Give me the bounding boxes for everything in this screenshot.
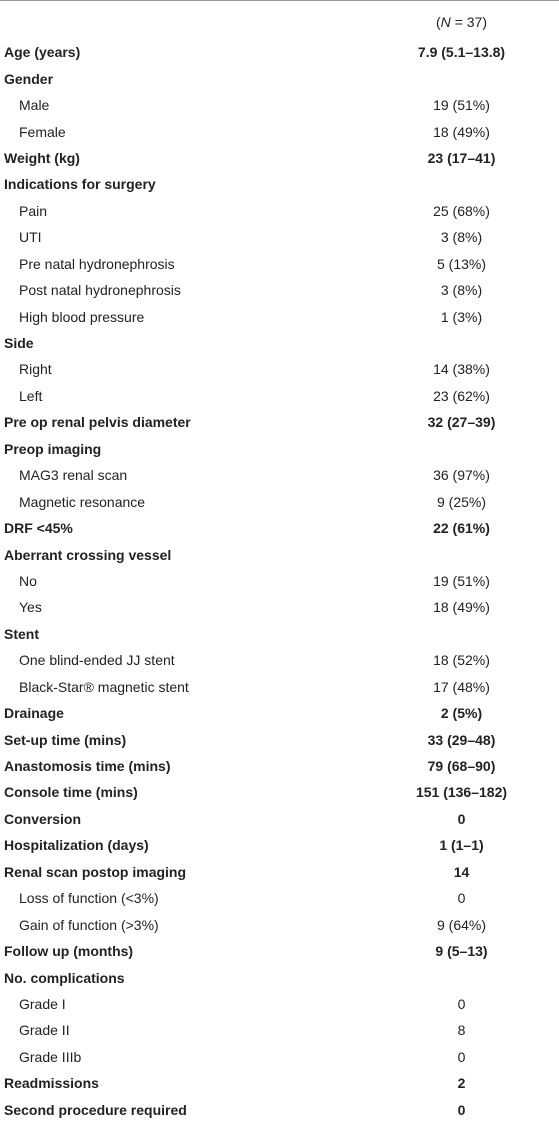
table-row	[0, 964, 559, 990]
row-label: Hospitalization (days)	[4, 837, 149, 854]
row-value: 18 (49%)	[433, 599, 490, 616]
row-value: 14	[453, 863, 470, 880]
row-value: 32 (27–39)	[427, 414, 496, 431]
row-label: Gender	[4, 70, 54, 87]
table-row	[0, 251, 559, 277]
row-value: 0	[457, 890, 466, 907]
row-value	[364, 621, 559, 647]
table-row	[0, 303, 559, 329]
table-row	[0, 753, 559, 779]
row-value: 19 (51%)	[433, 97, 490, 114]
row-label: High blood pressure	[19, 308, 145, 325]
table-row	[0, 198, 559, 224]
header-n-value: = 37	[454, 14, 483, 30]
row-value: 9 (25%)	[436, 493, 487, 510]
row-value: 9 (5–13)	[435, 943, 488, 960]
table-row	[0, 1044, 559, 1070]
table-row	[0, 65, 559, 91]
row-value: 2	[457, 1075, 466, 1092]
row-value: 17 (48%)	[433, 678, 490, 695]
table-row	[0, 118, 559, 144]
row-label: Renal scan postop imaging	[4, 863, 187, 880]
table-body	[0, 1, 559, 1123]
row-value: 1 (1–1)	[439, 837, 484, 854]
row-label: Weight (kg)	[4, 149, 80, 166]
row-label: No	[19, 572, 37, 589]
table-row	[0, 779, 559, 805]
row-label: Pre op renal pelvis diameter	[4, 414, 191, 431]
header-label-cell	[0, 1, 364, 40]
row-label: Conversion	[4, 810, 82, 827]
table-row	[0, 991, 559, 1017]
table-row	[0, 1070, 559, 1096]
table-row	[0, 806, 559, 832]
row-value: 8	[457, 1022, 466, 1039]
row-value: 0	[457, 1048, 466, 1065]
row-value: 18 (52%)	[433, 652, 490, 669]
table-header-row	[0, 1, 559, 40]
row-label: Yes	[19, 599, 42, 616]
row-value: 25 (68%)	[433, 202, 490, 219]
table-row	[0, 92, 559, 118]
row-label: Drainage	[4, 705, 64, 722]
table-row	[0, 356, 559, 382]
row-value: 18 (49%)	[433, 123, 490, 140]
row-label: Indications for surgery	[4, 176, 156, 193]
row-label: Pain	[19, 202, 48, 219]
table-row	[0, 594, 559, 620]
header-n-cell: (N = 37)	[436, 14, 487, 30]
row-label: DRF <45%	[4, 520, 73, 537]
row-label: Pre natal hydronephrosis	[19, 255, 175, 272]
row-label: Console time (mins)	[4, 784, 138, 801]
row-label: Second procedure required	[4, 1101, 187, 1118]
row-label: Grade I	[19, 995, 66, 1012]
row-value: 23 (62%)	[433, 387, 490, 404]
row-label: Right	[19, 361, 52, 378]
row-value: 151 (136–182)	[415, 784, 508, 801]
row-label: Side	[4, 335, 34, 352]
row-value	[364, 436, 559, 462]
row-value: 14 (38%)	[433, 361, 490, 378]
row-label: Left	[19, 387, 43, 404]
table-row	[0, 409, 559, 435]
row-label: Stent	[4, 625, 39, 642]
row-value: 33 (29–48)	[427, 731, 496, 748]
row-value	[364, 171, 559, 197]
table-row	[0, 171, 559, 197]
header-n-symbol: N	[440, 14, 451, 30]
row-label: MAG3 renal scan	[19, 467, 128, 484]
row-label: Post natal hydronephrosis	[19, 282, 181, 299]
row-value: 3 (8%)	[440, 229, 483, 246]
row-value: 23 (17–41)	[427, 149, 496, 166]
row-label: Readmissions	[4, 1075, 99, 1092]
row-value	[364, 330, 559, 356]
row-value: 2 (5%)	[440, 705, 483, 722]
table-row	[0, 700, 559, 726]
row-value: 7.9 (5.1–13.8)	[417, 44, 506, 61]
table-row	[0, 277, 559, 303]
row-value: 22 (61%)	[433, 520, 490, 537]
table-row	[0, 1017, 559, 1043]
table-row	[0, 911, 559, 937]
row-value: 0	[457, 1101, 466, 1118]
row-label: Age (years)	[4, 44, 81, 61]
table-row	[0, 647, 559, 673]
row-label: Aberrant crossing vessel	[4, 546, 172, 563]
row-value: 36 (97%)	[433, 467, 490, 484]
row-value	[364, 541, 559, 567]
row-label: Female	[19, 123, 66, 140]
table-row	[0, 462, 559, 488]
row-value: 1 (3%)	[440, 308, 483, 325]
row-value: 5 (13%)	[436, 255, 487, 272]
row-label: Grade II	[19, 1022, 70, 1039]
table-row	[0, 832, 559, 858]
table-row	[0, 726, 559, 752]
row-label: UTI	[19, 229, 42, 246]
row-label: Follow up (months)	[4, 943, 134, 960]
row-label: Anastomosis time (mins)	[4, 758, 171, 775]
row-value: 9 (64%)	[436, 916, 487, 933]
table-row	[0, 383, 559, 409]
row-label: Grade IIIb	[19, 1048, 82, 1065]
row-label: No. complications	[4, 969, 125, 986]
row-label: Magnetic resonance	[19, 493, 146, 510]
table-row	[0, 541, 559, 567]
row-value	[364, 964, 559, 990]
table-row	[0, 488, 559, 514]
row-value: 19 (51%)	[433, 572, 490, 589]
row-label: Set-up time (mins)	[4, 731, 127, 748]
table-row	[0, 859, 559, 885]
table-row	[0, 1097, 559, 1123]
row-value: 0	[457, 995, 466, 1012]
table-row	[0, 568, 559, 594]
table-row	[0, 145, 559, 171]
table-row	[0, 938, 559, 964]
row-value: 79 (68–90)	[427, 758, 496, 775]
row-label: Black-Star® magnetic stent	[19, 678, 189, 695]
row-label: Gain of function (>3%)	[19, 916, 159, 933]
row-value: 0	[457, 810, 466, 827]
table-row	[0, 885, 559, 911]
row-label: Loss of function (<3%)	[19, 890, 159, 907]
row-label: Male	[19, 97, 50, 114]
table-row	[0, 39, 559, 65]
table-row	[0, 436, 559, 462]
row-label: One blind-ended JJ stent	[19, 652, 175, 669]
table-row	[0, 621, 559, 647]
table-row	[0, 224, 559, 250]
table-row	[0, 515, 559, 541]
table-row	[0, 674, 559, 700]
table-row	[0, 330, 559, 356]
row-value: 3 (8%)	[440, 282, 483, 299]
row-label: Preop imaging	[4, 440, 102, 457]
row-value	[364, 65, 559, 91]
